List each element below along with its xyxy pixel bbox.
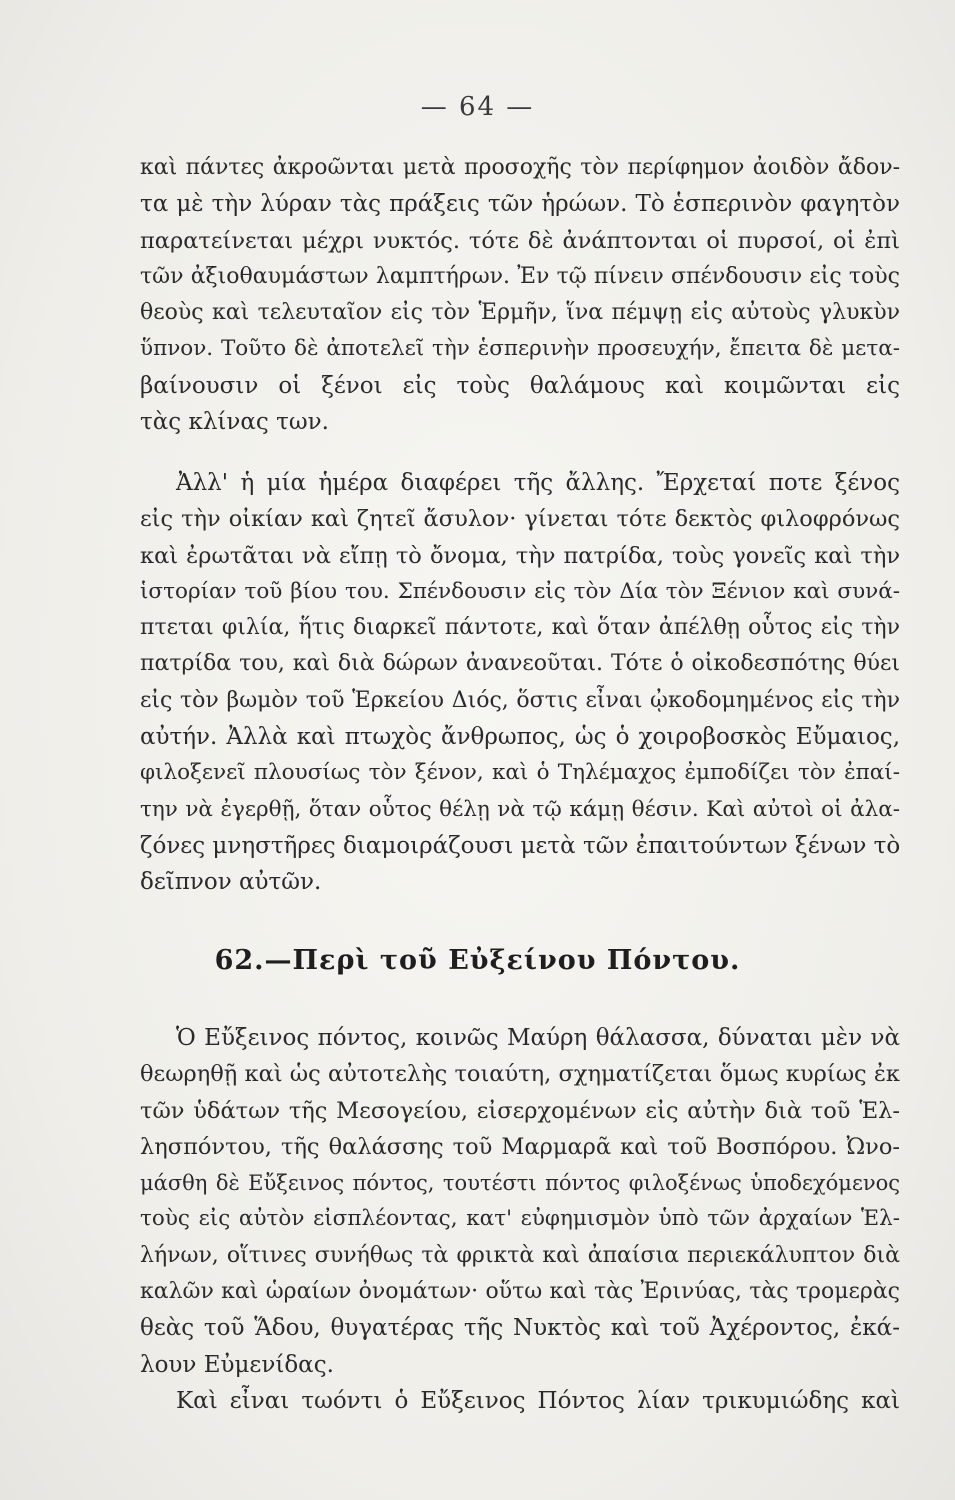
text-line: πατρίδα του, καὶ διὰ δώρων ἀνανεοῦται. Τότε ὁ οἰκοδεσπότης θύει <box>140 651 900 677</box>
text-line: ἱστορίαν τοῦ βίου του. Σπένδουσιν εἰς τὸν Δία τὸν Ξένιον καὶ συνά- <box>140 578 900 604</box>
paragraph-4 <box>140 1383 900 1419</box>
text-line: τῶν ἀξιοθαυμάστων λαμπτήρων. Ἐν τῷ πίνειν σπένδουσιν εἰς τοὺς <box>140 263 900 289</box>
text-line: εἰς τὴν οἰκίαν καὶ ζητεῖ ἄσυλον· γίνεται τότε δεκτὸς φιλοφρόνως <box>140 506 900 533</box>
paragraph-3 <box>140 1020 900 1383</box>
page-number: — 64 — <box>420 92 535 122</box>
text-line: πτεται φιλία, ἥτις διαρκεῖ πάντοτε, καὶ ὅταν ἀπέλθῃ οὗτος εἰς τὴν <box>140 615 900 641</box>
text-line: καὶ ἐρωτᾶται νὰ εἴπῃ τὸ ὄνομα, τὴν πατρίδα, τοὺς γονεῖς καὶ τὴν <box>140 542 900 569</box>
text-line: θεὰς τοῦ Ἅδου, θυγατέρας τῆς Νυκτὸς καὶ τοῦ Ἀχέροντος, ἐκά- <box>140 1315 900 1342</box>
text-line: βαίνουσιν οἱ ξένοι εἰς τοὺς θαλάμους καὶ κοιμῶνται εἰς <box>140 372 900 399</box>
paragraph-2 <box>140 465 900 901</box>
text-line: φιλοξενεῖ πλουσίως τὸν ξένον, καὶ ὁ Τηλέμαχος ἐμποδίζει τὸν ἐπαί- <box>140 760 900 786</box>
text-line: λουν Εὐμενίδας. <box>140 1351 334 1378</box>
text-line: την νὰ ἐγερθῇ, ὅταν οὗτος θέλῃ νὰ τῷ κάμῃ θέσιν. Καὶ αὐτοὶ οἱ ἀλα- <box>140 796 900 822</box>
text-line: τῶν ὑδάτων τῆς Μεσογείου, εἰσερχομένων εἰς αὐτὴν διὰ τοῦ Ἑλ- <box>140 1097 900 1124</box>
text-line: τα μὲ τὴν λύραν τὰς πράξεις τῶν ἡρώων. Τὸ ἑσπερινὸν φαγητὸν <box>140 191 900 218</box>
text-line: καὶ πάντες ἀκροῶνται μετὰ προσοχῆς τὸν περίφημον ἀοιδὸν ἄδον- <box>140 155 900 180</box>
text-line: μάσθη δὲ Εὔξεινος πόντος, τουτέστι πόντος φιλοξένως ὑποδεχόμενος <box>140 1171 900 1196</box>
text-line: Καὶ εἶναι τωόντι ὁ Εὔξεινος Πόντος λίαν τρικυμιώδης καὶ <box>176 1388 900 1414</box>
text-line: Ἀλλ' ἡ μία ἡμέρα διαφέρει τῆς ἄλλης. Ἔρχεταί ποτε ξένος <box>176 470 900 496</box>
text-line: Ὁ Εὔξεινος πόντος, κοινῶς Μαύρη θάλασσα, δύναται μὲν νὰ <box>176 1025 900 1051</box>
text-line: λήνων, οἵτινες συνήθως τὰ φρικτὰ καὶ ἀπαίσια περιεκάλυπτον διὰ <box>140 1242 900 1268</box>
text-line: θεοὺς καὶ τελευταῖον εἰς τὸν Ἑρμῆν, ἵνα πέμψῃ εἰς αὐτοὺς γλυκὺν <box>140 300 900 326</box>
text-line: θεωρηθῇ καὶ ὡς αὐτοτελὴς τοιαύτη, σχηματίζεται ὅμως κυρίως ἐκ <box>140 1061 900 1088</box>
text-line: τὰς κλίνας των. <box>140 409 329 436</box>
text-line: παρατείνεται μέχρι νυκτός. τότε δὲ ἀνάπτονται οἱ πυρσοί, οἱ ἐπὶ <box>140 227 900 254</box>
text-line: εἰς τὸν βωμὸν τοῦ Ἑρκείου Διός, ὅστις εἶναι ᾠκοδομημένος εἰς τὴν <box>140 687 900 713</box>
paragraph-1 <box>140 150 900 440</box>
text-line: λησπόντου, τῆς θαλάσσης τοῦ Μαρμαρᾶ καὶ τοῦ Βοσπόρου. Ὠνο- <box>140 1133 900 1160</box>
text-line: δεῖπνον αὐτῶν. <box>140 869 322 896</box>
section-heading: 62.—Περὶ τοῦ Εὐξείνου Πόντου. <box>214 945 741 976</box>
text-line: καλῶν καὶ ὡραίων ὀνομάτων· οὕτω καὶ τὰς Ἐρινύας, τὰς τρομερὰς <box>140 1279 900 1305</box>
text-line: αὐτήν. Ἀλλὰ καὶ πτωχὸς ἄνθρωπος, ὡς ὁ χοιροβοσκὸς Εὔμαιος, <box>140 724 900 751</box>
text-line: ζόνες μνηστῆρες διαμοιράζουσι μετὰ τῶν ἐπαιτούντων ξένων τὸ <box>140 832 900 859</box>
text-line: ὕπνον. Τοῦτο δὲ ἀποτελεῖ τὴν ἑσπερινὴν προσευχήν, ἔπειτα δὲ μετα- <box>140 336 900 362</box>
text-line: τοὺς εἰς αὐτὸν εἰσπλέοντας, κατ' εὐφημισμὸν ὑπὸ τῶν ἀρχαίων Ἑλ- <box>140 1206 900 1232</box>
